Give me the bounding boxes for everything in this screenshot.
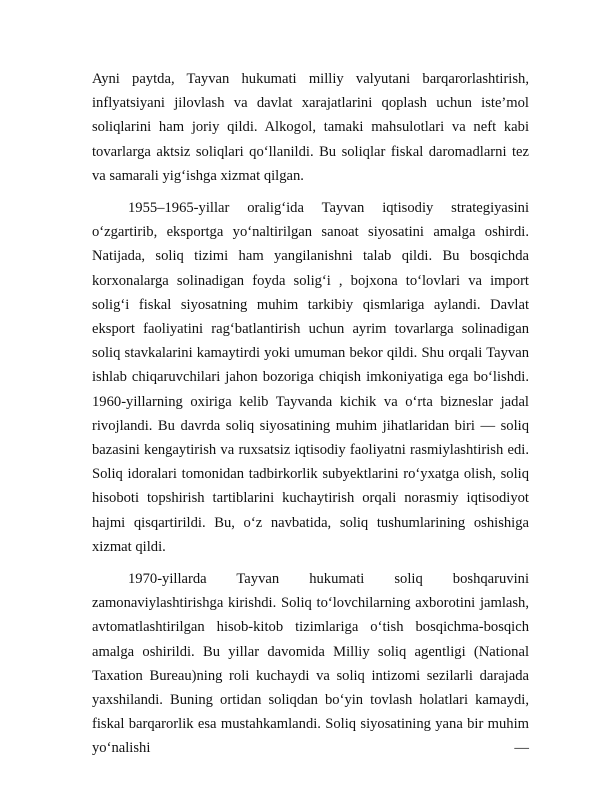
paragraph-2: 1955–1965-yillar oralig‘ida Tayvan iqtisodiy strategiyasini o‘zgartirib, eksportga yo‘naltirilgan sanoat siyosatini amalga oshirdi. Natijada, soliq tizimi ham yangilanishni talab qildi. Bu bosqichda korxonalarga solinadigan foyda solig‘i , bojxona to‘lovlari va import solig‘i fiskal siyosatning muhim tarkibiy qismlariga aylandi. Davlat eksport faoliyatini rag‘batlantirish uchun ayrim tovarlarga solinadigan soliq stavkalarini kamaytirdi yoki umuman bekor qildi. Shu orqali Tayvan ishlab chiqaruvchilari jahon bozoriga chiqish imkoniyatiga ega bo‘lishdi. 1960-yillarning oxiriga kelib Tayvanda kichik va o‘rta bizneslar jadal rivojlandi. Bu davrda soliq siyosatining muhim jihatlaridan biri — soliq bazasini kengaytirish va ruxsatsiz iqtisodiy faoliyatni rasmiylashtirish edi. Soliq idoralari tomonidan tadbirkorlik subyektlarini ro‘yxatga olish, soliq hisoboti topshirish tartiblarini kuchaytirish orqali norasmiy iqtisodiyot hajmi qisqartirildi. Bu, o‘z navbatida, soliq tushumlarining oshishiga xizmat qildi.: [92, 200, 529, 555]
document-page: [92, 67, 529, 761]
paragraph-1: Ayni paytda, Tayvan hukumati milliy valyutani barqarorlashtirish, inflyatsiyani jilovlash va davlat xarajatlarini qoplash uchun iste’mol soliqlarini ham joriy qildi. Alkogol, tamaki mahsulotlari va neft kabi tovarlarga aktsiz soliqlari qo‘llanildi. Bu soliqlar fiskal daromadlarni tez va samarali yig‘ishga xizmat qilgan.: [92, 71, 529, 184]
paragraph-3: 1970-yillarda Tayvan hukumati soliq boshqaruvini zamonaviylashtirishga kirishdi. Soliq to‘lovchilarning axborotini jamlash, avtomatlashtirilgan hisob-kitob tizimlariga o‘tish bosqichma-bosqich amalga oshirildi. Bu yillar davomida Milliy soliq agentligi (National Taxation Bureau)ning roli kuchaydi va soliq intizomi sezilarli darajada yaxshilandi. Buning ortidan soliqdan bo‘yin tovlash holatlari kamaydi, fiskal barqarorlik esa mustahkamlandi. Soliq siyosatining yana bir muhim yo‘nalishi —: [92, 571, 529, 757]
